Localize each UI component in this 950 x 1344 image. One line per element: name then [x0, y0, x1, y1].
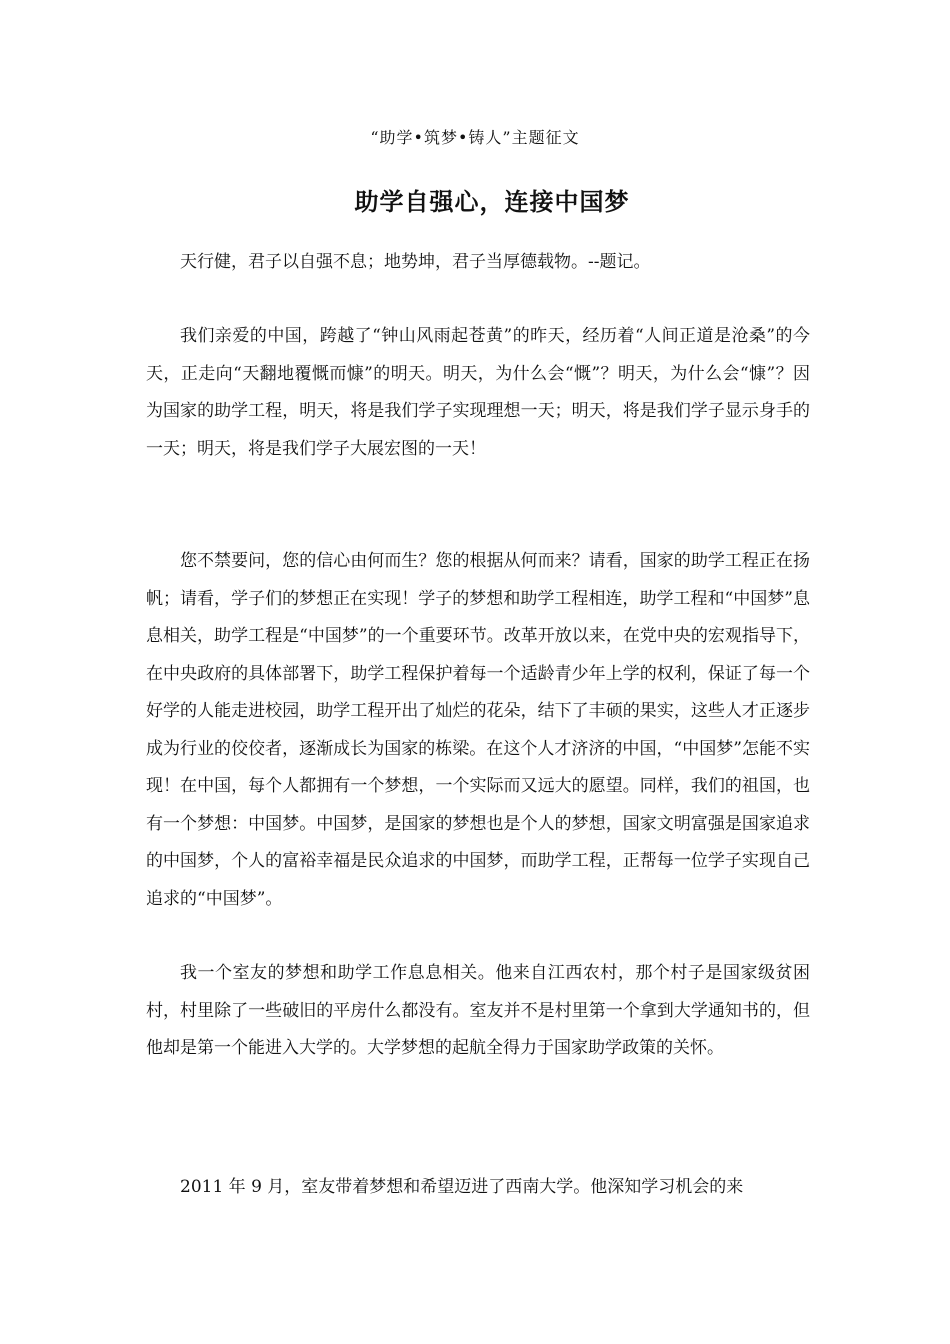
- paragraph-4: 2011 年 9 月，室友带着梦想和希望迈进了西南大学。他深知学习机会的来: [180, 1177, 744, 1197]
- paragraph-1: 我们亲爱的中国，跨越了“钟山风雨起苍黄”的昨天，经历着“人间正道是沧桑”的今天，正走向“天翻地覆慨而慷”的明天。明天，为什么会“慨”？明天，为什么会“慷”？因为国家的助学工程，明天，将是我们学子实现理想一天；明天，将是我们学子显示身手的一天；明天，将是我们学子大展宏图的一天！: [146, 326, 810, 459]
- paragraph-2: 您不禁要问，您的信心由何而生？您的根据从何而来？请看，国家的助学工程正在扬帆；请看，学子们的梦想正在实现！学子的梦想和助学工程相连，助学工程和“中国梦”息息相关，助学工程是“中国梦”的一个重要环节。改革开放以来，在党中央的宏观指导下，在中央政府的具体部署下，助学工程保护着每一个适龄青少年上学的权利，保证了每一个好学的人能走进校园，助学工程开出了灿烂的花朵，结下了丰硕的果实，这些人才正逐步成为行业的佼佼者，逐渐成长为国家的栋梁。在这个人才济济的中国，“中国梦”怎能不实现！在中国，每个人都拥有一个梦想，一个实际而又远大的愿望。同样，我们的祖国，也有一个梦想：中国梦。中国梦，是国家的梦想也是个人的梦想，国家文明富强是国家追求的中国梦，个人的富裕幸福是民众追求的中国梦，而助学工程，正帮每一位学子实现自己追求的“中国梦”。: [146, 551, 810, 909]
- essay-title: 助学自强心，连接中国梦: [354, 188, 630, 216]
- paragraph-3: 我一个室友的梦想和助学工作息息相关。他来自江西农村，那个村子是国家级贫困村，村里除了一些破旧的平房什么都没有。室友并不是村里第一个拿到大学通知书的，但他却是第一个能进入大学的。大学梦想的起航全得力于国家助学政策的关怀。: [146, 963, 810, 1058]
- epigraph: 天行健，君子以自强不息；地势坤，君子当厚德载物。--题记。: [180, 252, 651, 272]
- essay-theme-subtitle: “助学•筑梦•铸人”主题征文: [370, 128, 580, 147]
